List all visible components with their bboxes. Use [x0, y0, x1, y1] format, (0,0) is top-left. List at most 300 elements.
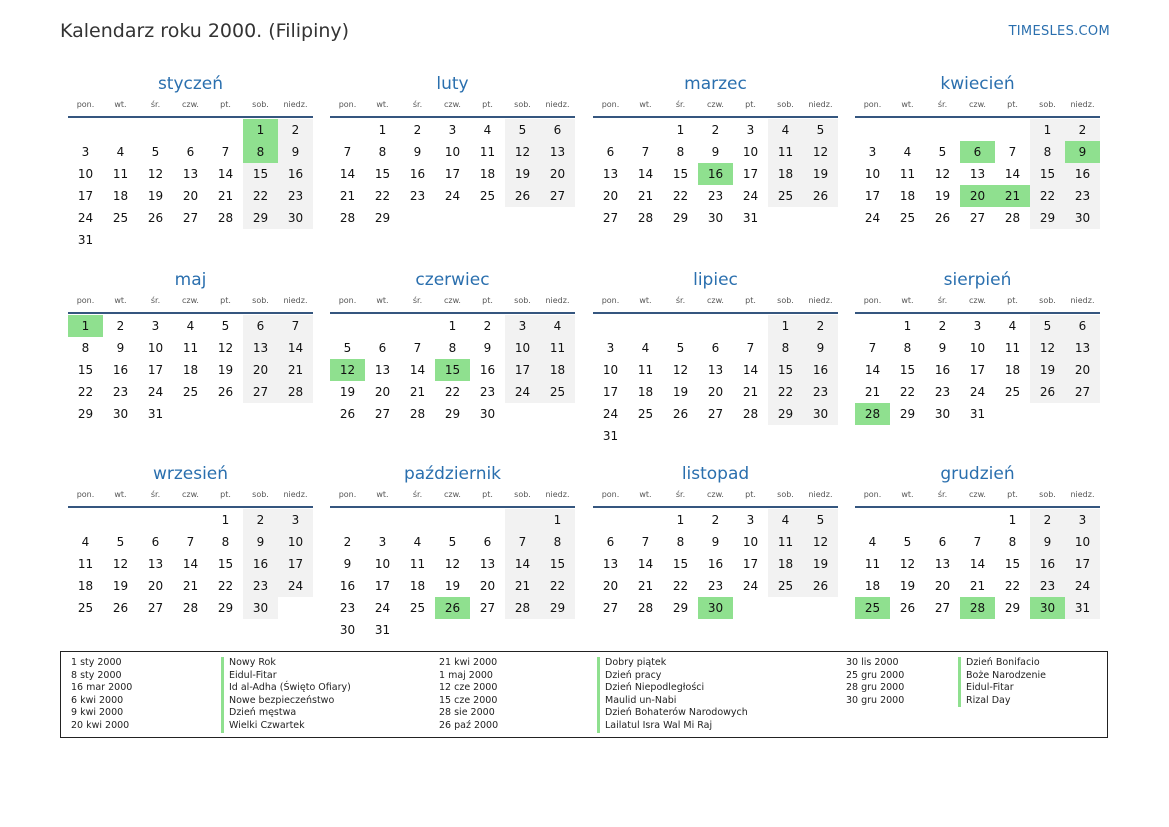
day-cell: 22 [1030, 185, 1065, 207]
legend-holiday-name: Dobry piątek [597, 657, 748, 670]
legend-holiday-name: Nowy Rok [221, 657, 351, 670]
holiday-day-cell: 12 [330, 359, 365, 381]
empty-cell [698, 425, 733, 447]
holiday-day-cell: 25 [855, 597, 890, 619]
weekday-label: niedz. [283, 490, 308, 499]
day-cell: 13 [602, 167, 619, 181]
legend-holiday-name: Dzień pracy [597, 670, 748, 683]
weekday-label: niedz. [545, 490, 570, 499]
weekday-label: wt. [901, 296, 914, 305]
weekday-label: pt. [745, 490, 756, 499]
day-cell: 17 [602, 385, 619, 399]
day-cell: 25 [479, 189, 496, 203]
day-cell: 23 [339, 601, 356, 615]
weekday-label: sob. [777, 296, 794, 305]
day-cell: 7 [505, 531, 540, 553]
legend-holiday-name: Maulid un-Nabi [597, 695, 748, 708]
day-cell: 23 [479, 385, 496, 399]
day-cell: 5 [343, 341, 352, 355]
day-cell: 24 [444, 189, 461, 203]
day-cell: 20 [707, 385, 724, 399]
day-cell: 20 [479, 579, 496, 593]
empty-cell [995, 403, 1030, 425]
weekday-label: pt. [1007, 296, 1018, 305]
day-cell: 16 [409, 167, 426, 181]
weekday-label: śr. [937, 490, 948, 499]
day-cell: 5 [151, 145, 160, 159]
weekday-label: pt. [482, 296, 493, 305]
day-cell: 16 [934, 363, 951, 377]
month-name: grudzień [940, 464, 1015, 484]
day-cell: 23 [707, 189, 724, 203]
legend-holiday-name: Dzień męstwa [221, 707, 351, 720]
empty-cell [173, 119, 208, 141]
day-cell: 11 [77, 557, 94, 571]
day-cell: 9 [278, 141, 313, 163]
day-cell: 4 [413, 535, 422, 549]
day-cell: 10 [864, 167, 881, 181]
day-cell: 26 [803, 575, 838, 597]
day-cell: 19 [217, 363, 234, 377]
weekday-label: pt. [220, 490, 231, 499]
day-cell: 5 [903, 535, 912, 549]
empty-cell [855, 509, 890, 531]
day-cell: 23 [707, 579, 724, 593]
day-cell: 11 [899, 167, 916, 181]
empty-cell [855, 315, 890, 337]
weekday-header [855, 486, 1100, 508]
month-name: czerwiec [415, 270, 490, 290]
month-name: kwiecień [940, 74, 1015, 94]
day-cell: 20 [1065, 359, 1100, 381]
day-cell: 18 [540, 359, 575, 381]
day-cell: 5 [803, 509, 838, 531]
weekday-label: wt. [376, 490, 389, 499]
day-cell: 27 [969, 211, 986, 225]
day-cell: 15 [1030, 163, 1065, 185]
weekday-header [330, 486, 575, 508]
day-cell: 3 [378, 535, 387, 549]
day-cell: 3 [606, 341, 615, 355]
day-cell: 12 [444, 557, 461, 571]
weekday-label: pon. [338, 490, 357, 499]
month-name: październik [403, 464, 502, 484]
weekday-label: wt. [114, 296, 127, 305]
legend-holiday-name: Boże Narodzenie [958, 670, 1046, 683]
month-name: styczeń [157, 74, 224, 94]
day-cell: 28 [182, 601, 199, 615]
weekday-label: sob. [777, 490, 794, 499]
day-cell: 20 [243, 359, 278, 381]
empty-cell [663, 315, 698, 337]
weekday-label: czw. [444, 100, 461, 109]
month-10 [330, 462, 575, 641]
day-cell: 13 [707, 363, 724, 377]
day-cell: 14 [505, 553, 540, 575]
day-cell: 23 [803, 381, 838, 403]
day-cell: 31 [742, 211, 759, 225]
weekday-label: sob. [252, 100, 269, 109]
weekday-label: czw. [182, 296, 199, 305]
day-cell: 16 [278, 163, 313, 185]
day-cell: 23 [1030, 575, 1065, 597]
day-cell: 14 [864, 363, 881, 377]
day-cell: 12 [672, 363, 689, 377]
day-cell: 20 [182, 189, 199, 203]
day-cell: 29 [217, 601, 234, 615]
day-cell: 27 [1065, 381, 1100, 403]
day-cell: 5 [505, 119, 540, 141]
day-cell: 22 [768, 381, 803, 403]
holiday-day-cell: 21 [995, 185, 1030, 207]
day-cell: 23 [934, 385, 951, 399]
day-cell: 29 [768, 403, 803, 425]
day-cell: 21 [339, 189, 356, 203]
empty-cell [995, 119, 1030, 141]
empty-cell [803, 207, 838, 229]
weekday-header [68, 486, 313, 508]
day-cell: 3 [448, 123, 457, 137]
day-grid [855, 509, 1100, 619]
empty-cell [330, 315, 365, 337]
day-cell: 5 [676, 341, 685, 355]
empty-cell [1065, 403, 1100, 425]
weekday-header [68, 292, 313, 314]
day-cell: 21 [182, 579, 199, 593]
legend-date: 8 sty 2000 [71, 669, 122, 681]
weekday-label: pt. [482, 490, 493, 499]
empty-cell [663, 425, 698, 447]
day-cell: 4 [768, 509, 803, 531]
day-cell: 30 [934, 407, 951, 421]
day-cell: 6 [151, 535, 160, 549]
day-cell: 4 [116, 145, 125, 159]
day-cell: 14 [637, 557, 654, 571]
month-12 [855, 462, 1100, 619]
day-cell: 6 [243, 315, 278, 337]
empty-cell [960, 119, 995, 141]
weekday-label: sob. [777, 100, 794, 109]
empty-cell [470, 509, 505, 531]
day-cell: 29 [899, 407, 916, 421]
empty-cell [768, 597, 803, 619]
day-cell: 26 [339, 407, 356, 421]
empty-cell [243, 229, 278, 251]
day-cell: 25 [409, 601, 426, 615]
day-cell: 22 [374, 189, 391, 203]
empty-cell [803, 597, 838, 619]
day-cell: 10 [77, 167, 94, 181]
day-cell: 5 [803, 119, 838, 141]
day-cell: 3 [278, 509, 313, 531]
day-cell: 13 [147, 557, 164, 571]
weekday-label: pon. [863, 296, 882, 305]
day-cell: 15 [899, 363, 916, 377]
day-grid [330, 315, 575, 425]
day-cell: 18 [479, 167, 496, 181]
holiday-day-cell: 6 [960, 141, 995, 163]
day-cell: 18 [768, 163, 803, 185]
day-cell: 4 [186, 319, 195, 333]
day-cell: 5 [448, 535, 457, 549]
day-cell: 21 [505, 575, 540, 597]
weekday-label: śr. [937, 100, 948, 109]
weekday-label: pon. [601, 100, 620, 109]
day-cell: 18 [77, 579, 94, 593]
day-cell: 9 [343, 557, 352, 571]
day-cell: 26 [112, 601, 129, 615]
day-cell: 14 [1004, 167, 1021, 181]
day-cell: 6 [483, 535, 492, 549]
empty-cell [103, 229, 138, 251]
month-5 [68, 268, 313, 425]
day-cell: 13 [969, 167, 986, 181]
weekday-label: wt. [114, 490, 127, 499]
day-cell: 30 [278, 207, 313, 229]
empty-cell [173, 509, 208, 531]
day-cell: 24 [505, 381, 540, 403]
weekday-label: niedz. [1070, 296, 1095, 305]
day-cell: 15 [77, 363, 94, 377]
day-grid [330, 119, 575, 229]
weekday-header [330, 292, 575, 314]
day-cell: 13 [602, 557, 619, 571]
day-cell: 19 [803, 163, 838, 185]
day-cell: 15 [672, 557, 689, 571]
legend-holiday-name: Wielki Czwartek [221, 720, 351, 733]
day-cell: 19 [505, 163, 540, 185]
day-cell: 22 [444, 385, 461, 399]
day-cell: 18 [112, 189, 129, 203]
day-cell: 26 [672, 407, 689, 421]
day-cell: 24 [374, 601, 391, 615]
legend-holiday-name: Dzień Bohaterów Narodowych [597, 707, 748, 720]
day-cell: 4 [540, 315, 575, 337]
weekday-label: pon. [338, 296, 357, 305]
day-cell: 11 [768, 141, 803, 163]
day-cell: 29 [1004, 601, 1021, 615]
day-cell: 28 [217, 211, 234, 225]
day-cell: 10 [742, 145, 759, 159]
weekday-label: niedz. [283, 296, 308, 305]
day-cell: 13 [934, 557, 951, 571]
weekday-label: pt. [1007, 100, 1018, 109]
weekday-label: wt. [376, 296, 389, 305]
day-cell: 6 [186, 145, 195, 159]
weekday-label: pt. [1007, 490, 1018, 499]
day-cell: 12 [803, 531, 838, 553]
day-cell: 24 [147, 385, 164, 399]
day-cell: 25 [540, 381, 575, 403]
day-cell: 15 [374, 167, 391, 181]
day-cell: 27 [602, 601, 619, 615]
weekday-label: sob. [514, 490, 531, 499]
day-cell: 13 [182, 167, 199, 181]
day-grid [855, 119, 1100, 229]
day-cell: 10 [505, 337, 540, 359]
legend-dates-2 [439, 657, 498, 733]
empty-cell [768, 207, 803, 229]
empty-cell [540, 403, 575, 425]
day-cell: 11 [479, 145, 496, 159]
day-cell: 2 [483, 319, 492, 333]
day-cell: 20 [602, 189, 619, 203]
day-cell: 7 [641, 145, 650, 159]
day-cell: 27 [147, 601, 164, 615]
day-cell: 14 [182, 557, 199, 571]
day-cell: 25 [112, 211, 129, 225]
weekday-label: sob. [252, 490, 269, 499]
weekday-label: niedz. [808, 296, 833, 305]
day-cell: 30 [707, 211, 724, 225]
day-cell: 12 [803, 141, 838, 163]
weekday-label: pt. [220, 296, 231, 305]
day-cell: 27 [934, 601, 951, 615]
day-cell: 21 [278, 359, 313, 381]
empty-cell [733, 315, 768, 337]
legend-date: 1 maj 2000 [439, 669, 493, 681]
legend-date: 25 gru 2000 [846, 669, 905, 681]
empty-cell [400, 315, 435, 337]
day-cell: 25 [182, 385, 199, 399]
day-cell: 19 [444, 579, 461, 593]
empty-cell [68, 509, 103, 531]
legend-dates-1 [71, 657, 132, 733]
day-cell: 14 [339, 167, 356, 181]
legend-date: 20 kwi 2000 [71, 719, 130, 731]
weekday-label: wt. [901, 100, 914, 109]
empty-cell [733, 425, 768, 447]
day-cell: 21 [969, 579, 986, 593]
day-cell: 19 [112, 579, 129, 593]
weekday-label: pon. [863, 490, 882, 499]
day-cell: 14 [217, 167, 234, 181]
day-cell: 19 [1030, 359, 1065, 381]
day-cell: 10 [374, 557, 391, 571]
legend-date: 15 cze 2000 [439, 694, 498, 706]
weekday-label: sob. [514, 296, 531, 305]
day-cell: 29 [672, 211, 689, 225]
day-cell: 1 [676, 513, 685, 527]
day-cell: 7 [186, 535, 195, 549]
legend-holiday-name: Dzień Niepodległości [597, 682, 748, 695]
day-cell: 18 [768, 553, 803, 575]
weekday-label: śr. [150, 296, 161, 305]
month-name: listopad [681, 464, 750, 484]
day-cell: 28 [278, 381, 313, 403]
weekday-label: śr. [412, 100, 423, 109]
day-cell: 22 [899, 385, 916, 399]
weekday-label: sob. [252, 296, 269, 305]
weekday-label: śr. [412, 490, 423, 499]
day-cell: 13 [1065, 337, 1100, 359]
day-cell: 5 [116, 535, 125, 549]
brand-link[interactable]: TIMESLES.COM [1008, 24, 1110, 39]
day-cell: 14 [637, 167, 654, 181]
weekday-label: czw. [444, 490, 461, 499]
day-cell: 22 [672, 189, 689, 203]
day-cell: 3 [973, 319, 982, 333]
day-cell: 20 [540, 163, 575, 185]
day-cell: 11 [182, 341, 199, 355]
day-cell: 30 [243, 597, 278, 619]
day-cell: 16 [479, 363, 496, 377]
empty-cell [593, 509, 628, 531]
empty-cell [925, 509, 960, 531]
legend-holiday-name: Eidul-Fitar [958, 682, 1046, 695]
day-cell: 31 [1065, 597, 1100, 619]
weekday-label: czw. [182, 100, 199, 109]
empty-cell [855, 119, 890, 141]
day-cell: 4 [1008, 319, 1017, 333]
day-cell: 29 [243, 207, 278, 229]
day-cell: 1 [676, 123, 685, 137]
weekday-label: wt. [639, 100, 652, 109]
day-cell: 18 [409, 579, 426, 593]
day-cell: 17 [864, 189, 881, 203]
day-cell: 28 [339, 211, 356, 225]
day-cell: 29 [374, 211, 391, 225]
day-cell: 3 [1065, 509, 1100, 531]
day-cell: 25 [637, 407, 654, 421]
day-cell: 25 [1004, 385, 1021, 399]
empty-cell [243, 403, 278, 425]
weekday-label: czw. [182, 490, 199, 499]
day-cell: 7 [973, 535, 982, 549]
day-cell: 19 [934, 189, 951, 203]
legend-date: 21 kwi 2000 [439, 657, 498, 668]
day-cell: 24 [1065, 575, 1100, 597]
month-4 [855, 72, 1100, 229]
weekday-label: śr. [675, 490, 686, 499]
legend-date: 16 mar 2000 [71, 682, 133, 694]
day-cell: 24 [864, 211, 881, 225]
day-cell: 8 [1030, 141, 1065, 163]
month-9 [68, 462, 313, 619]
day-cell: 20 [374, 385, 391, 399]
day-cell: 14 [278, 337, 313, 359]
day-cell: 9 [711, 535, 720, 549]
day-cell: 11 [637, 363, 654, 377]
day-cell: 21 [864, 385, 881, 399]
holiday-day-cell: 1 [68, 315, 103, 337]
legend-date: 6 kwi 2000 [71, 694, 124, 706]
weekday-label: śr. [150, 490, 161, 499]
weekday-header [68, 96, 313, 118]
day-cell: 7 [641, 535, 650, 549]
day-cell: 21 [637, 579, 654, 593]
day-cell: 1 [540, 509, 575, 531]
day-cell: 25 [77, 601, 94, 615]
day-cell: 1 [768, 315, 803, 337]
empty-cell [138, 229, 173, 251]
weekday-label: czw. [707, 296, 724, 305]
day-cell: 2 [711, 513, 720, 527]
day-cell: 2 [1065, 119, 1100, 141]
weekday-label: śr. [150, 100, 161, 109]
empty-cell [400, 509, 435, 531]
day-cell: 13 [374, 363, 391, 377]
day-cell: 1 [903, 319, 912, 333]
month-name: sierpień [943, 270, 1012, 290]
empty-cell [103, 509, 138, 531]
weekday-label: śr. [675, 296, 686, 305]
day-cell: 15 [217, 557, 234, 571]
holiday-day-cell: 30 [698, 597, 733, 619]
day-cell: 31 [147, 407, 164, 421]
day-cell: 21 [409, 385, 426, 399]
weekday-label: sob. [514, 100, 531, 109]
